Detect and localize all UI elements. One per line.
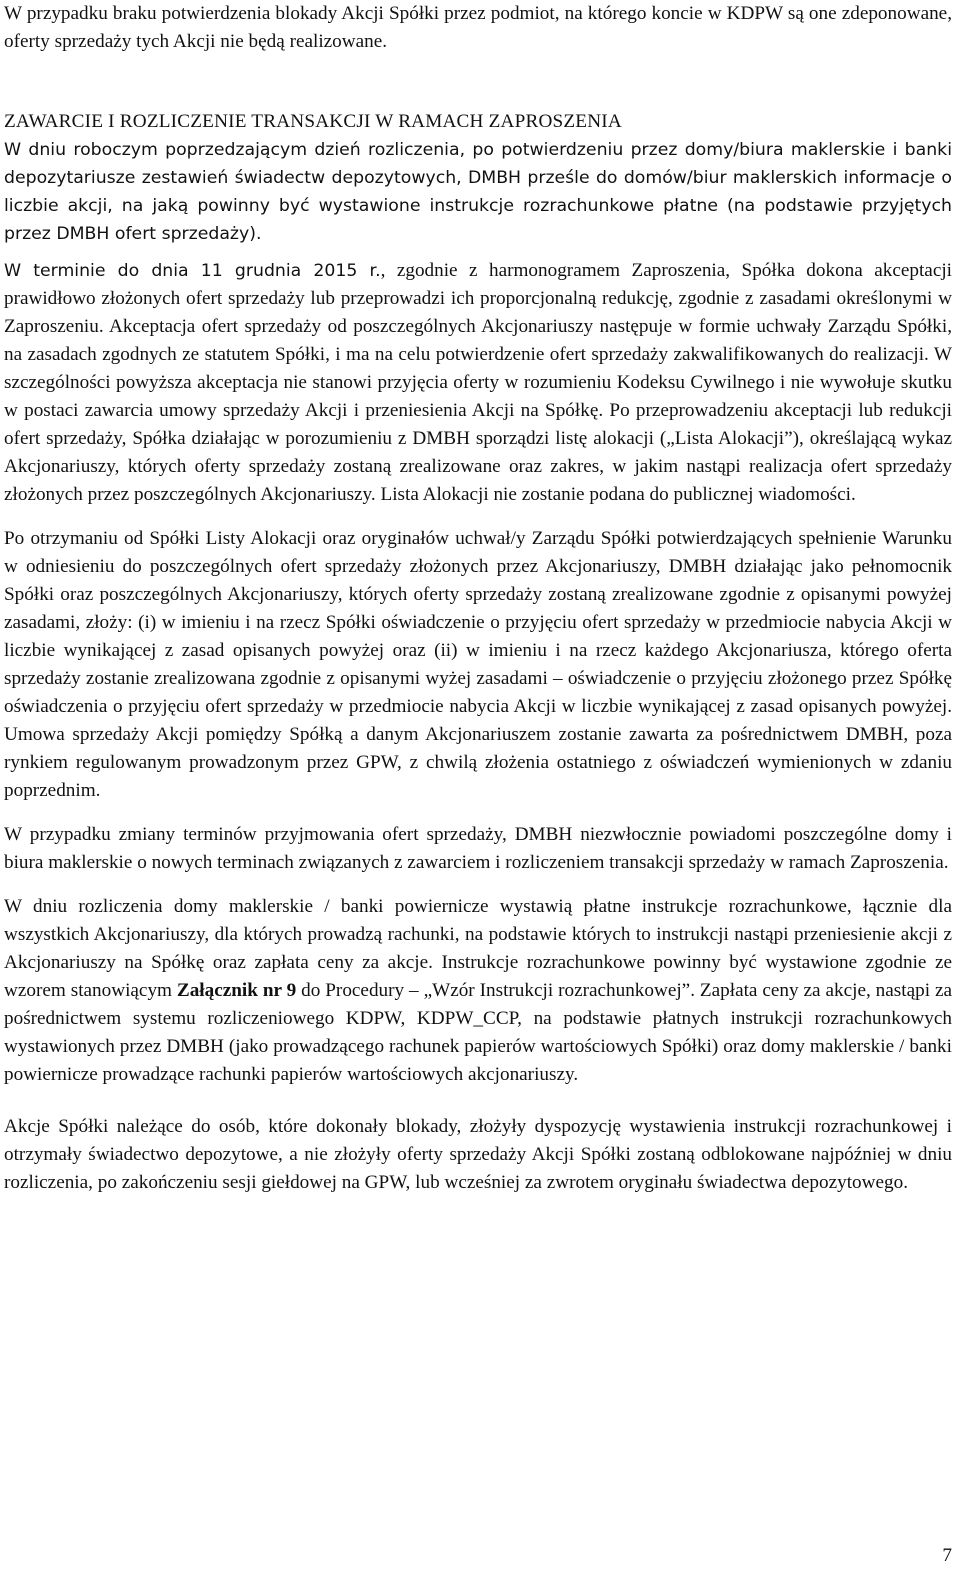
paragraph-settlement-info: W dniu roboczym poprzedzającym dzień rozliczenia, po potwierdzeniu przez domy/biura maklerskie i banki depozytariusze zestawień świadectw depozytowych, DMBH prześle do domów/biur maklerskich informacje o liczbie akcji, na jaką powinny być wystawione instrukcje rozrachunkowe płatne (na podstawie przyjętych przez DMBH ofert sprzedaży).	[4, 140, 952, 244]
spacer	[4, 56, 952, 108]
paragraph-acceptance	[4, 257, 952, 509]
acceptance-text-a: , zgodnie z harmonogramem Zaproszenia, Spółka dokona akceptacji prawidłowo złożonych ofert sprzedaży lub przeprowadzi ich proporcjonalną redukcję, zgodnie z zasadami określonymi w Zaproszeniu.	[4, 260, 952, 337]
settlement-text-a: W dniu rozliczenia domy maklerskie / banki powiernicze wystawią płatne instrukcje rozrachunkowe, łącznie dla wszystkich Akcjonariuszy, dla których prowadzą rachunki, na podstawie których to instrukcji nastąpi przeniesienie akcji z Akcjonariuszy na Spółkę oraz zapłata ceny za akcje. Instrukcje rozrachunkowe powinny być wystawione zgodnie ze wzorem stanowiącym	[4, 896, 952, 1001]
spacer	[4, 805, 952, 821]
section-heading: ZAWARCIE I ROZLICZENIE TRANSAKCJI W RAMACH ZAPROSZENIA	[4, 111, 622, 132]
settlement-text-b: do Procedury – „Wzór Instrukcji rozrachunkowej”. Zapłata ceny za akcje, nastąpi za pośrednictwem systemu rozliczeniowego KDPW, KDPW_CCP, na podstawie płatnych instrukcji rozrachunkowych wystawionych przez DMBH (jako prowadzącego rachunek papierów wartościowych Spółki) oraz domy maklerskie / banki powiernicze prowadzące rachunki papierów wartościowych akcjonariuszy.	[4, 980, 952, 1085]
paragraph-blockade-confirmation: W przypadku braku potwierdzenia blokady Akcji Spółki przez podmiot, na którego koncie w KDPW są one zdeponowane, oferty sprzedaży tych Akcji nie będą realizowane.	[4, 3, 952, 52]
spacer	[4, 877, 952, 893]
spacer	[4, 248, 952, 257]
spacer	[4, 1089, 952, 1113]
acceptance-text-b: Akceptacja ofert sprzedaży od poszczególnych Akcjonariuszy następuje w formie uchwały Zarządu Spółki, na zasadach zgodnych ze statutem Spółki, i ma na celu potwierdzenie ofert sprzedaży zakwalifikowanych do realizacji. W szczególności powyższa akceptacja nie stanowi przyjęcia oferty w rozumieniu Kodeksu Cywilnego i nie wywołuje skutku w postaci zawarcia umowy sprzedaży Akcji i przeniesienia Akcji na Spółkę.	[4, 316, 952, 421]
paragraph-unblocking: Akcje Spółki należące do osób, które dokonały blokady, złożyły dyspozycję wystawienia instrukcji rozrachunkowej i otrzymały świadectwo depozytowe, a nie złożyły oferty sprzedaży Akcji Spółki zostaną odblokowane najpóźniej w dniu rozliczenia, po zakończeniu sesji giełdowej na GPW, lub wcześniej za zwrotem oryginału świadectwa depozytowego.	[4, 1116, 952, 1193]
acceptance-text-c: Po przeprowadzeniu akceptacji lub redukcji ofert sprzedaży, Spółka działając w porozumieniu z DMBH sporządzi listę alokacji („Lista Alokacji”), określającą wykaz Akcjonariuszy, których oferty sprzedaży zostaną zrealizowane oraz zakres, w jakim nastąpi realizacja ofert sprzedaży złożonych przez poszczególnych Akcjonariuszy. Lista Alokacji nie zostanie podana do publicznej wiadomości.	[4, 400, 952, 505]
page-number: 7	[942, 1545, 952, 1566]
spacer	[4, 509, 952, 525]
paragraph-settlement-instructions	[4, 893, 952, 1089]
paragraph-schedule-change: W przypadku zmiany terminów przyjmowania ofert sprzedaży, DMBH niezwłocznie powiadomi poszczególne domy i biura maklerskie o nowych terminach związanych z zawarciem i rozliczeniem transakcji sprzedaży w ramach Zaproszenia.	[4, 824, 952, 873]
appendix-reference: Załącznik nr 9	[176, 980, 297, 1001]
page-content	[4, 0, 952, 1197]
paragraph-allocation-list-declaration: Po otrzymaniu od Spółki Listy Alokacji oraz oryginałów uchwał/y Zarządu Spółki potwierdzających spełnienie Warunku w odniesieniu do poszczególnych ofert sprzedaży złożonych przez Akcjonariuszy, DMBH działając jako pełnomocnik Spółki oraz poszczególnych Akcjonariuszy, których oferty sprzedaży zostaną zrealizowane zgodnie z opisanymi powyżej zasadami, złoży: (i) w imieniu i na rzecz Spółki oświadczenie o przyjęciu ofert sprzedaży w przedmiocie nabycia Akcji w liczbie wynikającej z zasad opisanych powyżej oraz (ii) w imieniu i na rzecz każdego Akcjonariusza, którego oferta sprzedaży zostanie zrealizowana zgodnie z opisanymi wyżej zasadami – oświadczenie o przyjęciu złożonego przez Spółkę oświadczenia o przyjęciu ofert sprzedaży w przedmiocie nabycia Akcji w liczbie wynikającej z zasad opisanych powyżej. Umowa sprzedaży Akcji pomiędzy Spółką a danym Akcjonariuszem zostanie zawarta za pośrednictwem DMBH, poza rynkiem regulowanym prowadzonym przez GPW, z chwilą złożenia ostatniego z oświadczeń wymienionych w zdaniu poprzednim.	[4, 528, 952, 801]
deadline-text: W terminie do dnia 11 grudnia 2015 r.	[4, 261, 381, 281]
